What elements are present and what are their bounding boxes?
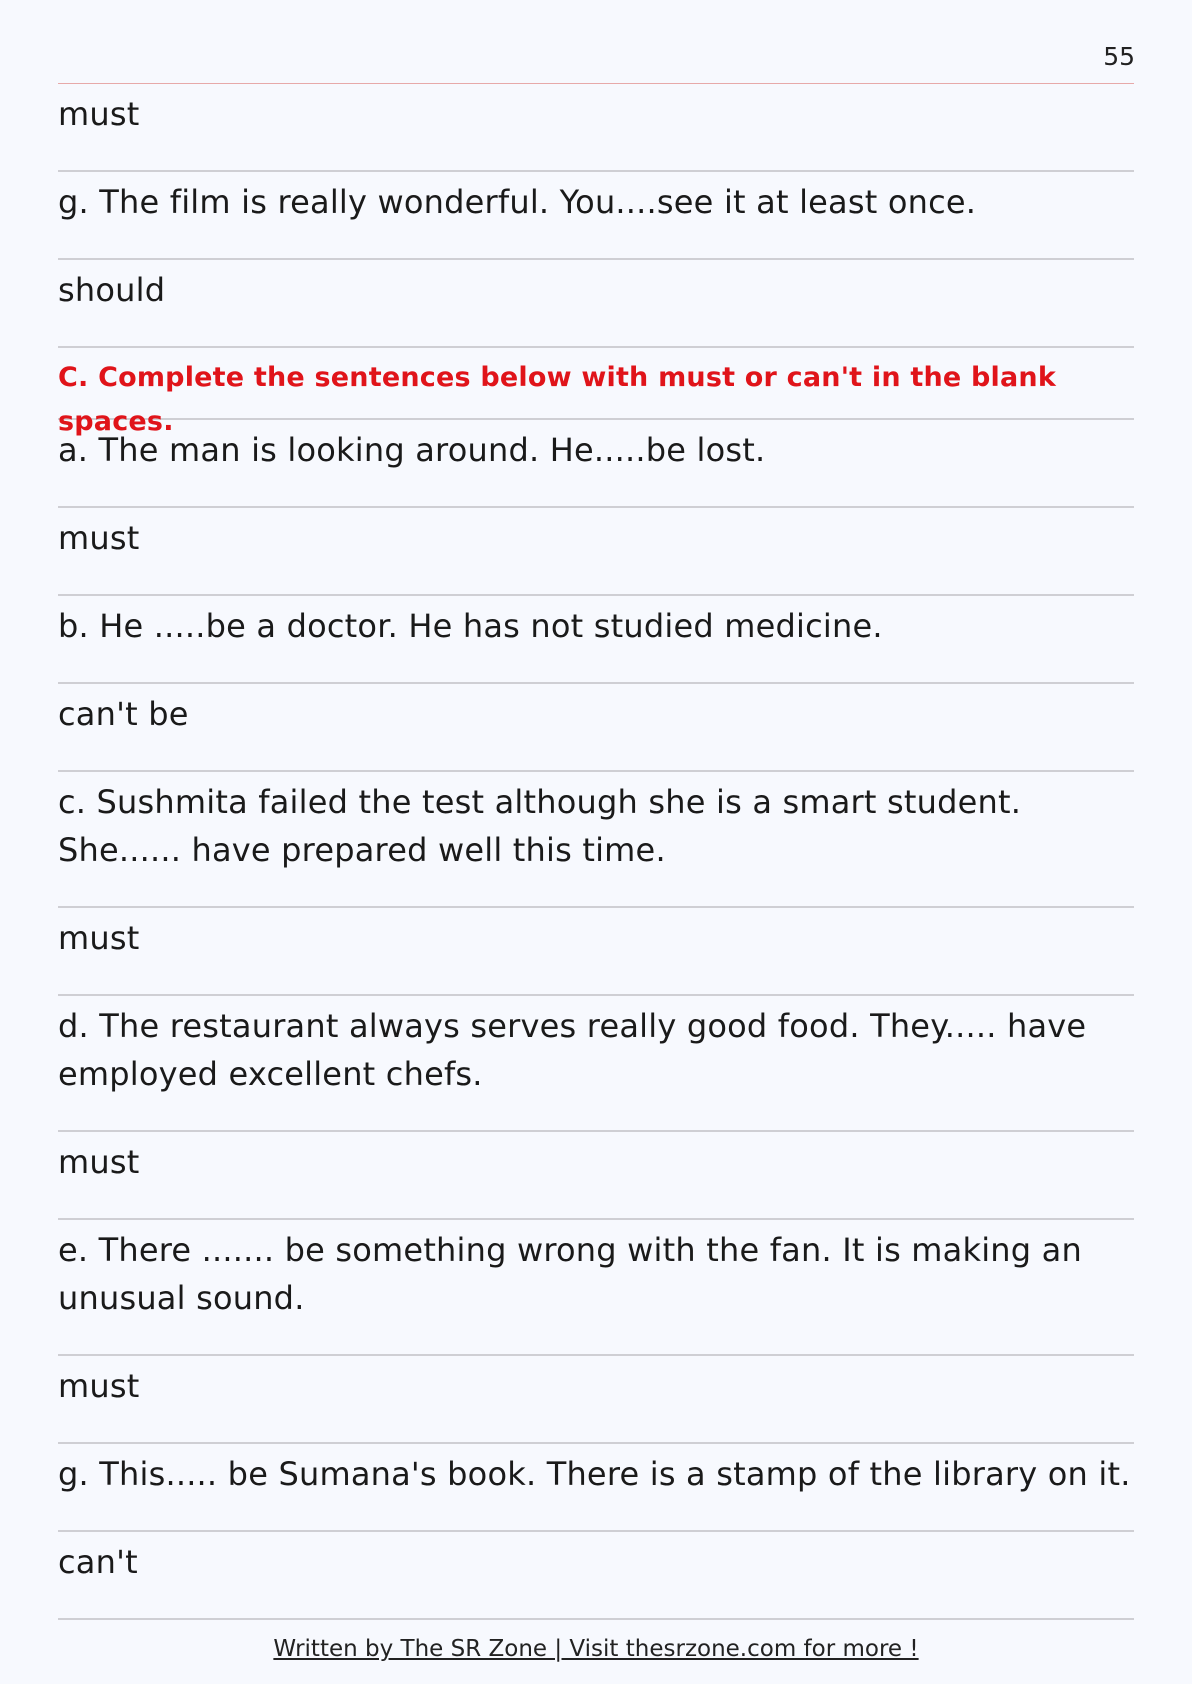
answer-row: must bbox=[58, 908, 1134, 996]
page-number: 55 bbox=[1103, 42, 1135, 71]
question-row: b. He .....be a doctor. He has not studied medicine. bbox=[58, 596, 1134, 684]
question-row: d. The restaurant always serves really good food. They..... have employed excellent chefs. bbox=[58, 996, 1134, 1132]
answer-row: must bbox=[58, 1132, 1134, 1220]
answer-row: can't bbox=[58, 1532, 1134, 1620]
question-row: g. The film is really wonderful. You....see it at least once. bbox=[58, 172, 1134, 260]
answer-row: must bbox=[58, 508, 1134, 596]
answer-row: can't be bbox=[58, 684, 1134, 772]
answer-row: must bbox=[58, 1356, 1134, 1444]
answer-row: must bbox=[58, 84, 1134, 172]
section-heading: C. Complete the sentences below with must or can't in the blank spaces. bbox=[58, 348, 1134, 420]
question-row: g. This..... be Sumana's book. There is a stamp of the library on it. bbox=[58, 1444, 1134, 1532]
question-row: a. The man is looking around. He.....be lost. bbox=[58, 420, 1134, 508]
question-row: e. There ....... be something wrong with the fan. It is making an unusual sound. bbox=[58, 1220, 1134, 1356]
answer-row: should bbox=[58, 260, 1134, 348]
question-row: c. Sushmita failed the test although she is a smart student. She...... have prepared well this time. bbox=[58, 772, 1134, 908]
exercise-content bbox=[58, 84, 1134, 1620]
footer-credit-link[interactable]: Written by The SR Zone | Visit thesrzone.com for more ! bbox=[273, 1636, 919, 1662]
